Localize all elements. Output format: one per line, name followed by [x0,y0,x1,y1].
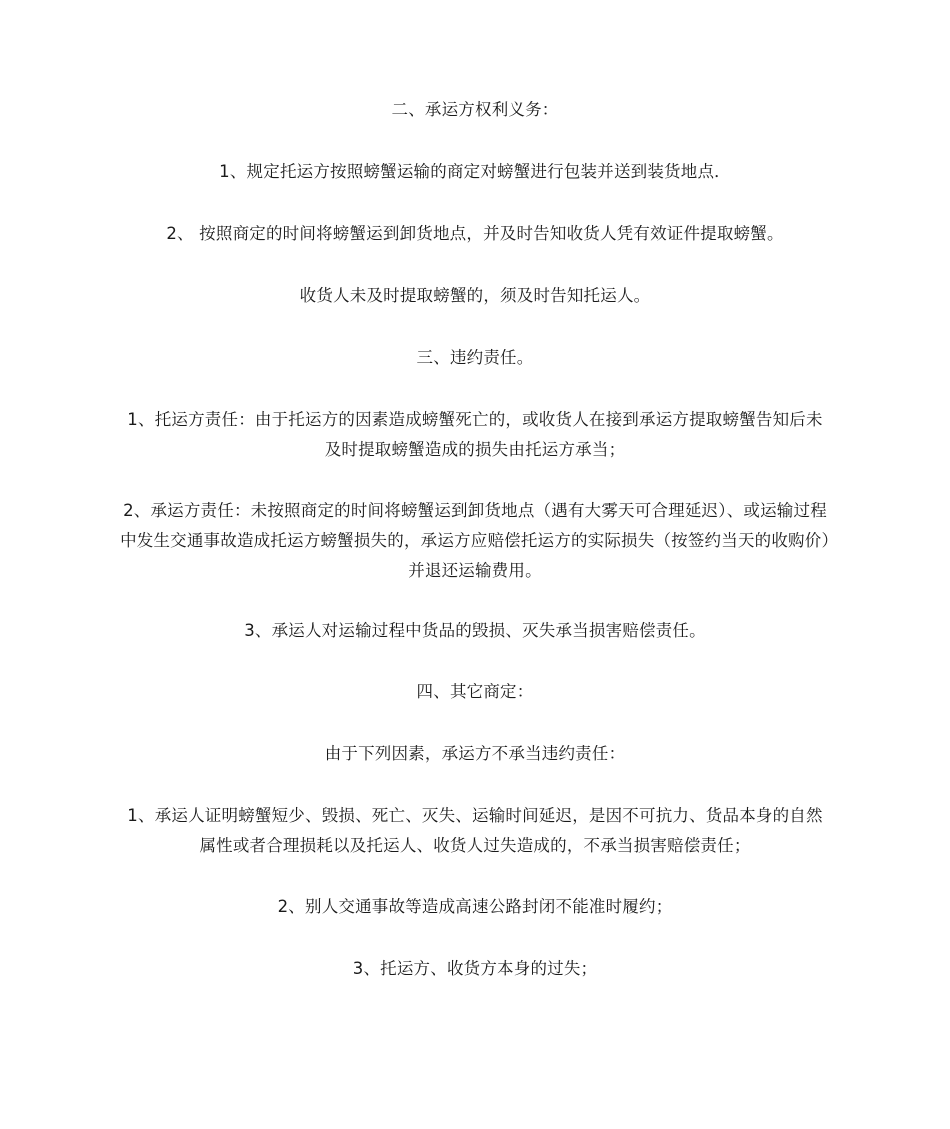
clause-liability-2: 2、承运方责任：未按照商定的时间将螃蟹运到卸货地点（遇有大雾天可合理延迟）、或运输过程中发生交通事故造成托运方螃蟹损失的，承运方应赔偿托运方的实际损失（按签约当天的收购价）并退还运输费用。 [120,501,830,580]
section-heading-liability: 三、违约责任。 [416,348,534,367]
clause-other-2: 2、别人交通事故等造成高速公路封闭不能准时履约； [277,897,673,916]
clause-carrier-2: 2、 按照商定的时间将螃蟹运到卸货地点，并及时告知收货人凭有效证件提取螃蟹。 [166,224,784,243]
clause-other-1: 1、承运人证明螃蟹短少、毁损、死亡、灭失、运输时间延迟，是因不可抗力、货品本身的自然属性或者合理损耗以及托运人、收货人过失造成的，不承当损害赔偿责任； [127,806,823,855]
clause-liability-3: 3、承运人对运输过程中货品的毁损、灭失承当损害赔偿责任。 [244,621,706,640]
section-heading-carrier-rights: 二、承运方权利义务： [391,100,559,119]
clause-liability-1: 1、托运方责任：由于托运方的因素造成螃蟹死亡的，或收货人在接到承运方提取螃蟹告知后未及时提取螃蟹造成的损失由托运方承当； [127,410,823,459]
clause-other-3: 3、托运方、收货方本身的过失； [352,959,598,978]
clause-carrier-note: 收货人未及时提取螃蟹的，须及时告知托运人。 [299,286,651,305]
other-intro: 由于下列因素，承运方不承当违约责任： [324,744,626,763]
section-heading-other: 四、其它商定： [416,682,534,701]
clause-carrier-1: 1、规定托运方按照螃蟹运输的商定对螃蟹进行包装并送到装货地点． [219,162,731,181]
